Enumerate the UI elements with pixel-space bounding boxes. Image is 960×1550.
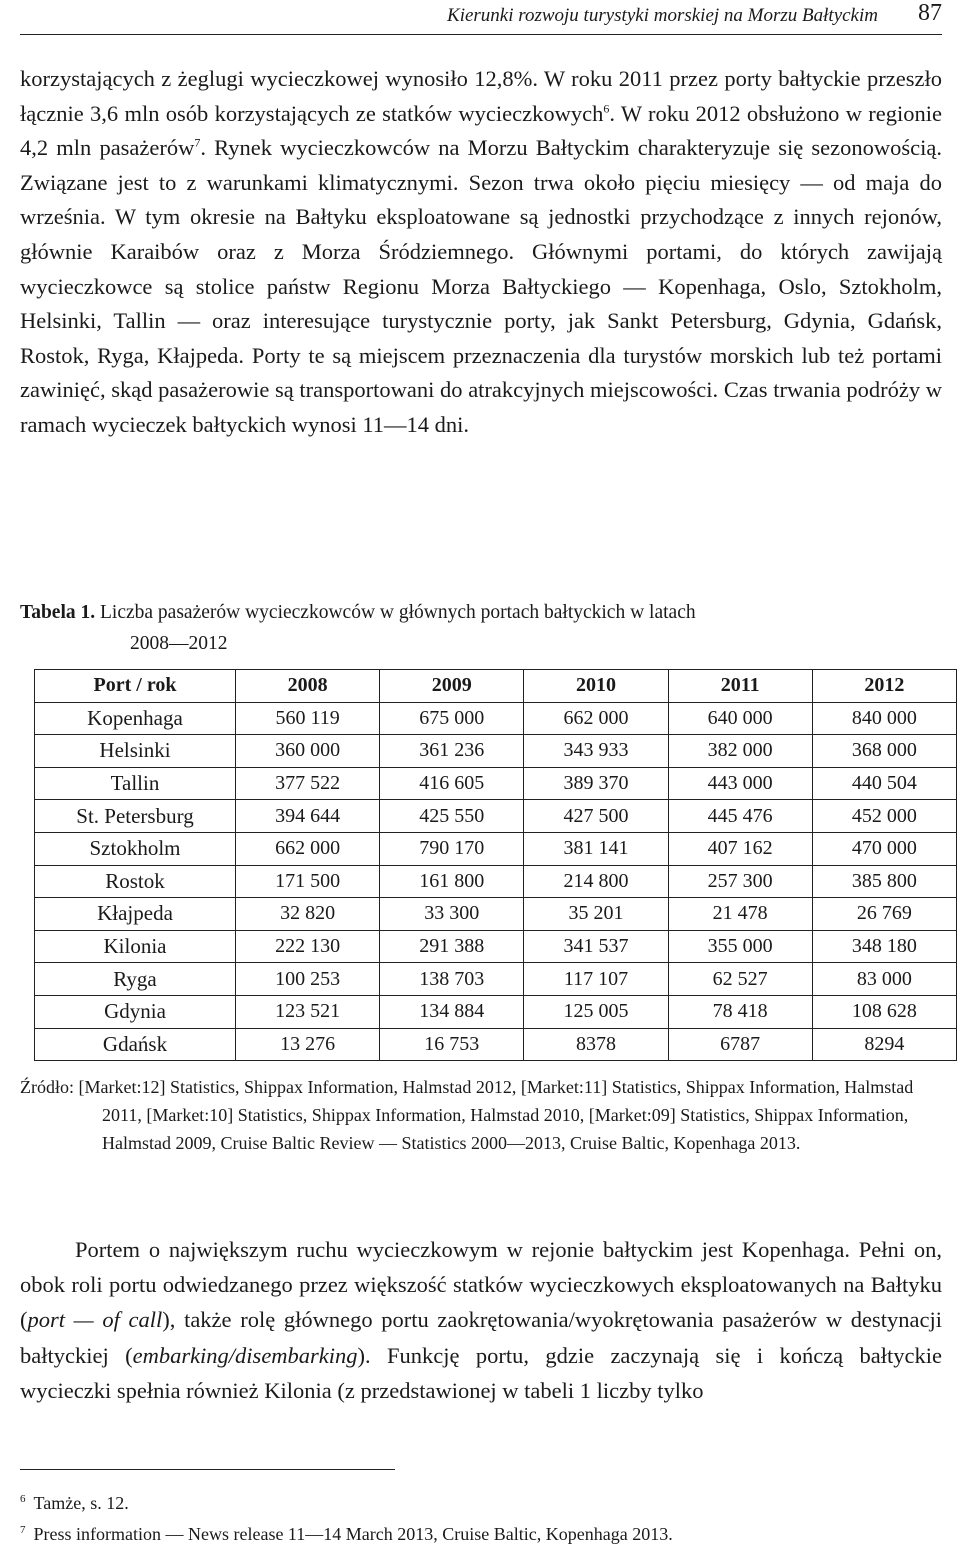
body-paragraph-2 [20,1232,942,1408]
value-cell: 348 180 [812,930,956,963]
value-cell: 125 005 [524,995,668,1028]
table-row [35,800,957,833]
value-cell: 662 000 [524,702,668,735]
value-cell: 8378 [524,1028,668,1061]
value-cell: 171 500 [236,865,380,898]
value-cell: 394 644 [236,800,380,833]
para1-text-a: korzystających z żeglugi wycieczkowej wynosiło 12,8%. W roku 2011 przez porty bałtyckie przeszło łącznie 3,6 mln osób korzystających ze statków wycieczkowych [20,66,942,126]
footnote-mark-7: 7 [20,1524,26,1536]
value-cell: 385 800 [812,865,956,898]
value-cell: 6787 [668,1028,812,1061]
value-cell: 381 141 [524,832,668,865]
value-cell: 108 628 [812,995,956,1028]
footnote-ref-6[interactable]: 6 [603,101,610,116]
value-cell: 8294 [812,1028,956,1061]
table-header-row [35,670,957,703]
table-caption-label: Tabela 1. [20,602,96,623]
table-row [35,963,957,996]
table-row [35,702,957,735]
para2-text-a: Portem o największym ruchu wycieczkowym w rejonie bałtyckim jest Kopenhaga. Pełni on, obok roli portu odwiedzanego przez większość statków wycieczkowych eksploatowanych na Bałtyku ( [20,1237,942,1333]
running-title: Kierunki rozwoju turystyki morskiej na Morzu Bałtyckim [447,5,878,26]
port-cell: Sztokholm [35,832,236,865]
footnote-divider [20,1469,395,1470]
passenger-table [34,669,957,1061]
port-cell: Kilonia [35,930,236,963]
value-cell: 117 107 [524,963,668,996]
value-cell: 78 418 [668,995,812,1028]
table-row [35,995,957,1028]
port-cell: Kopenhaga [35,702,236,735]
value-cell: 640 000 [668,702,812,735]
header-port: Port / rok [35,670,236,703]
footnote-mark-6: 6 [20,1493,26,1505]
table-row [35,898,957,931]
value-cell: 425 550 [380,800,524,833]
value-cell: 13 276 [236,1028,380,1061]
table-caption-years: 2008—2012 [130,633,228,654]
value-cell: 427 500 [524,800,668,833]
value-cell: 291 388 [380,930,524,963]
value-cell: 123 521 [236,995,380,1028]
value-cell: 443 000 [668,767,812,800]
value-cell: 161 800 [380,865,524,898]
port-cell: Rostok [35,865,236,898]
header-2008: 2008 [236,670,380,703]
footnote-6 [20,1492,129,1514]
value-cell: 361 236 [380,735,524,768]
header-2012: 2012 [812,670,956,703]
table-row [35,767,957,800]
port-cell: Helsinki [35,735,236,768]
para2-text-c: ). Funkcję portu, gdzie zaczynają się i kończą bałtyckie wycieczki spełnia również Kilonia (z przedstawionej w tabeli 1 liczby tylko [20,1342,942,1403]
value-cell: 222 130 [236,930,380,963]
para1-text-b: . W roku 2012 obsłużono w regionie 4,2 mln pasażerów [20,100,942,161]
value-cell: 407 162 [668,832,812,865]
value-cell: 452 000 [812,800,956,833]
value-cell: 445 476 [668,800,812,833]
value-cell: 377 522 [236,767,380,800]
table-row [35,1028,957,1061]
para1-text-c: . Rynek wycieczkowców na Morzu Bałtyckim charakteryzuje się sezonowością. Związane jest to z warunkami klimatycznymi. Sezon trwa około pięciu miesięcy — od maja do września. W tym okresie na Bałtyku eksploatowane są jednostki przychodzące z innych rejonów, głównie Karaibów oraz z Morza Śródziemnego. Głównymi portami, do których zawijają wycieczkowce są stolice państw Regionu Morza Bałtyckiego — Kopenhaga, Oslo, Sztokholm, Helsinki, Tallin — oraz interesujące turystycznie porty, jak Sankt Petersburg, Gdynia, Gdańsk, Rostok, Ryga, Kłajpeda. Porty te są miejscem przeznaczenia dla turystów morskich lub też portami zawinięć, skąd pasażerowie są transportowani do atrakcyjnych miejscowości. Czas trwania podróży w ramach wycieczek bałtyckich wynosi 11—14 dni. [20,135,942,437]
port-cell: Ryga [35,963,236,996]
table-caption-text: Liczba pasażerów wycieczkowców w głównych portach bałtyckich w latach [95,602,696,623]
table-source-note: Źródło: [Market:12] Statistics, Shippax Information, Halmstad 2012, [Market:11] Statistics, Shippax Information, Halmstad 2011, [Market:10] Statistics, Shippax Information, Halmstad 2010, [Market:09] Statistics, Shippax Information, Halmstad 2009, Cruise Baltic Review — Statistics 2000—2013, Cruise Baltic, Kopenhaga 2013. [20,1077,914,1153]
body-paragraph-1 [20,62,942,443]
footnote-7-text: Press information — News release 11—14 March 2013, Cruise Baltic, Kopenhaga 2013. [33,1524,673,1544]
value-cell: 382 000 [668,735,812,768]
value-cell: 26 769 [812,898,956,931]
value-cell: 389 370 [524,767,668,800]
value-cell: 138 703 [380,963,524,996]
footnote-6-text: Tamże, s. 12. [33,1493,129,1513]
table-row [35,930,957,963]
table-row [35,735,957,768]
port-cell: Tallin [35,767,236,800]
value-cell: 662 000 [236,832,380,865]
value-cell: 440 504 [812,767,956,800]
footnote-ref-7[interactable]: 7 [194,135,201,150]
value-cell: 790 170 [380,832,524,865]
footnote-7 [20,1523,673,1545]
page-number: 87 [918,0,942,26]
port-cell: St. Petersburg [35,800,236,833]
para2-text-b: ), także rolę głównego portu zaokrętowania/wyokrętowania pasażerów w destynacji bałtyckiej ( [20,1307,942,1368]
value-cell: 32 820 [236,898,380,931]
value-cell: 470 000 [812,832,956,865]
value-cell: 416 605 [380,767,524,800]
value-cell: 368 000 [812,735,956,768]
para2-italic-port-of-call: port — of call [27,1307,163,1333]
running-header [20,0,942,35]
value-cell: 33 300 [380,898,524,931]
value-cell: 840 000 [812,702,956,735]
port-cell: Gdynia [35,995,236,1028]
port-cell: Gdańsk [35,1028,236,1061]
port-cell: Kłajpeda [35,898,236,931]
value-cell: 560 119 [236,702,380,735]
value-cell: 360 000 [236,735,380,768]
table-row [35,865,957,898]
value-cell: 343 933 [524,735,668,768]
value-cell: 341 537 [524,930,668,963]
table-caption [20,597,942,659]
value-cell: 16 753 [380,1028,524,1061]
value-cell: 134 884 [380,995,524,1028]
value-cell: 21 478 [668,898,812,931]
table-row [35,832,957,865]
value-cell: 83 000 [812,963,956,996]
value-cell: 100 253 [236,963,380,996]
document-page [20,0,942,1550]
value-cell: 675 000 [380,702,524,735]
value-cell: 257 300 [668,865,812,898]
header-2010: 2010 [524,670,668,703]
value-cell: 35 201 [524,898,668,931]
value-cell: 62 527 [668,963,812,996]
para2-italic-embarking: embarking/disembarking [132,1342,358,1368]
header-2009: 2009 [380,670,524,703]
value-cell: 355 000 [668,930,812,963]
value-cell: 214 800 [524,865,668,898]
header-2011: 2011 [668,670,812,703]
